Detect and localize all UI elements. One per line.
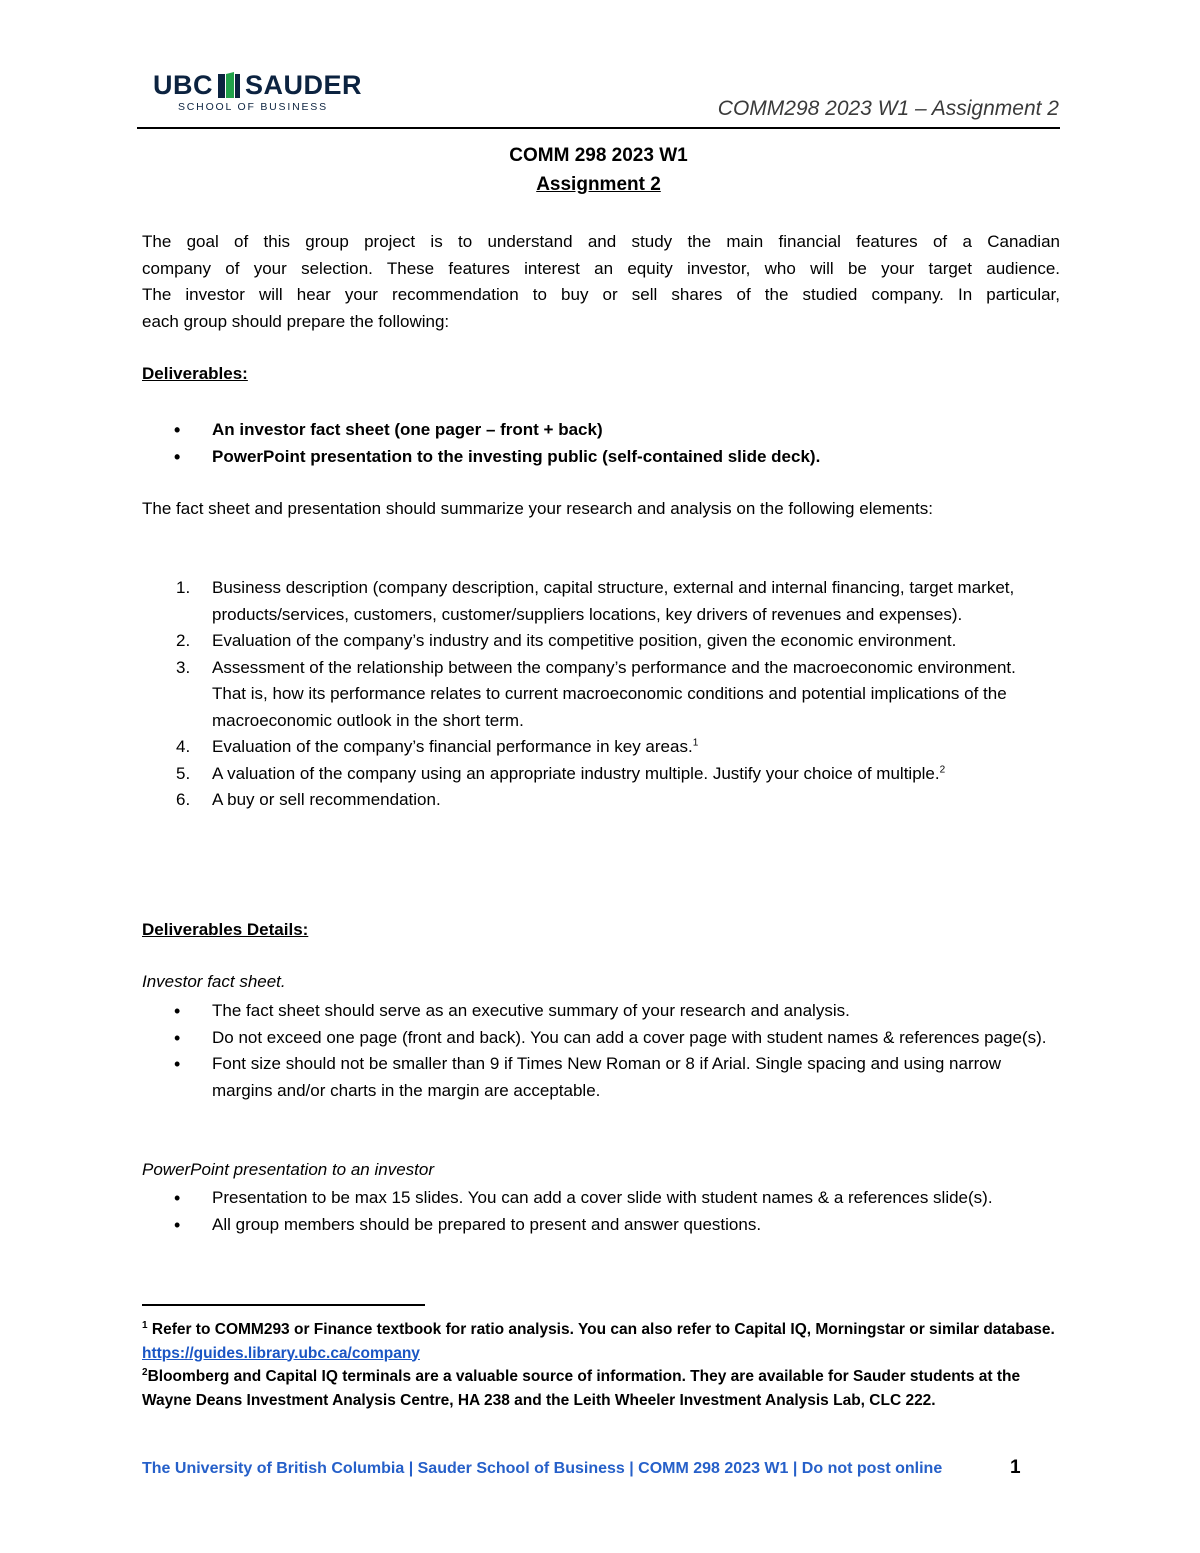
list-item [142, 734, 1022, 761]
running-header: COMM298 2023 W1 – Assignment 2 [717, 97, 1059, 120]
item-text: Evaluation of the company’s industry and its competitive position, given the economic environment. [212, 631, 957, 650]
intro-line: each group should prepare the following: [142, 311, 450, 331]
item-text: Evaluation of the company’s financial performance in key areas. [212, 737, 693, 756]
list-item: • An investor fact sheet (one pager – front + back) [142, 417, 1060, 444]
page-footer: The University of British Columbia | Sauder School of Business | COMM 298 2023 W1 | Do not post online [142, 1460, 943, 1477]
list-item: • PowerPoint presentation to the investing public (self-contained slide deck). [142, 444, 1060, 471]
footnote-1 [142, 1318, 1060, 1365]
item-text: A valuation of the company using an appropriate industry multiple. Justify your choice of multiple. [212, 763, 940, 783]
deliverables-heading: Deliverables: [142, 364, 248, 383]
item-text: Business description (company description, capital structure, external and internal financing, target market, products/services, customers, customer/suppliers locations, key drivers of revenues and expenses). [212, 578, 1015, 624]
page-number: 1 [1010, 1457, 1021, 1478]
intro-line: The investor will hear your recommendation to buy or sell shares of the studied company. In particular, [142, 285, 1060, 304]
ppt-list [142, 1185, 1052, 1238]
footnote-text: Bloomberg and Capital IQ terminals are a valuable source of information. They are available for Sauder students at the Wayne Deans Investment Analysis Centre, HA 238 and the Leith Wheeler Investment Analysis Lab, CLC 222. [142, 1368, 1021, 1409]
item-number: 5. [176, 763, 191, 783]
item-number: 3. [176, 657, 191, 677]
fact-sheet-list [142, 998, 1052, 1104]
assignment-title: Assignment 2 [536, 174, 661, 195]
ubc-sauder-logo [153, 70, 363, 114]
deliverables-list [142, 417, 1060, 470]
ubc-crest-icon [218, 72, 240, 98]
item-text: Assessment of the relationship between the company’s performance and the macroeconomic environment. That is, how its performance relates to current macroeconomic conditions and potential implications of the macroeconomic outlook in the short term. [212, 657, 1016, 730]
logo-word-sauder: SAUDER [245, 70, 363, 100]
footnote-divider [142, 1304, 425, 1306]
item-number: 2. [176, 631, 191, 650]
header-divider [137, 127, 1060, 129]
list-item [142, 787, 1022, 814]
intro-paragraph [142, 229, 1060, 335]
intro-line: company of your selection. These features interest an equity investor, who will be your target audience. [142, 258, 1060, 278]
course-title: COMM 298 2023 W1 [509, 145, 688, 166]
logo-subtitle: SCHOOL OF BUSINESS [178, 101, 328, 113]
list-item: • The fact sheet should serve as an executive summary of your research and analysis. [142, 998, 1052, 1025]
footnote-link[interactable]: https://guides.library.ubc.ca/company [142, 1344, 420, 1362]
footnote-text: Refer to COMM293 or Finance textbook for ratio analysis. You can also refer to Capital IQ, Morningstar or similar database. [151, 1321, 1055, 1338]
list-item [142, 628, 1022, 655]
list-item [142, 575, 1022, 628]
footnote-mark: 1 [142, 1319, 148, 1331]
ppt-subheading: PowerPoint presentation to an investor [142, 1160, 435, 1179]
elements-list [142, 575, 1022, 814]
item-text: A buy or sell recommendation. [212, 790, 441, 809]
fact-sheet-subheading: Investor fact sheet. [142, 972, 286, 991]
item-number: 1. [176, 578, 191, 597]
elements-intro: The fact sheet and presentation should summarize your research and analysis on the following elements: [142, 499, 933, 518]
footnotes [142, 1318, 1060, 1412]
logo-word-ubc: UBC [153, 70, 213, 100]
footnote-mark: 2 [142, 1366, 148, 1378]
list-item [142, 655, 1022, 735]
list-item: • Do not exceed one page (front and back). You can add a cover page with student names & references page(s). [142, 1025, 1052, 1052]
footnote-2 [142, 1365, 1060, 1412]
details-heading: Deliverables Details: [142, 920, 309, 939]
list-item [142, 761, 1022, 788]
footnote-ref[interactable]: 1 [692, 737, 699, 749]
list-item: • Presentation to be max 15 slides. You can add a cover slide with student names & a references slide(s). [142, 1185, 1052, 1212]
list-item: • Font size should not be smaller than 9 if Times New Roman or 8 if Arial. Single spacing and using narrow margins and/or charts in the margin are acceptable. [142, 1051, 1052, 1104]
intro-line: The goal of this group project is to understand and study the main financial features of a Canadian [142, 232, 1060, 251]
item-number: 4. [176, 737, 191, 756]
list-item: • All group members should be prepared to present and answer questions. [142, 1212, 1052, 1239]
footnote-ref[interactable]: 2 [939, 763, 946, 775]
item-number: 6. [176, 790, 191, 809]
